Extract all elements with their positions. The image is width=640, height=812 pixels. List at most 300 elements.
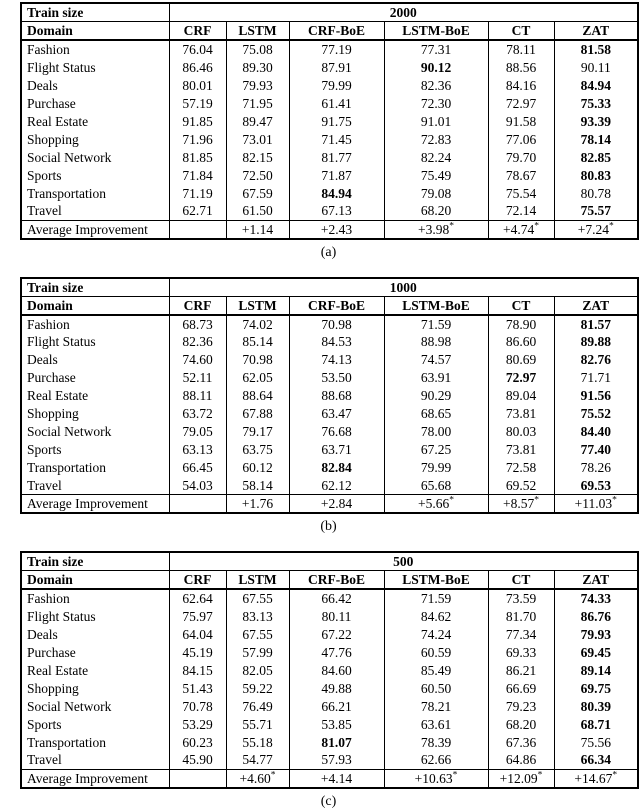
value-cell: 63.61 bbox=[384, 715, 488, 733]
value-cell: 84.94 bbox=[554, 76, 638, 94]
value-cell: 84.15 bbox=[169, 661, 226, 679]
value-cell: 47.76 bbox=[289, 643, 384, 661]
value-cell: 83.13 bbox=[226, 607, 289, 625]
table-row bbox=[21, 184, 638, 202]
avg-value-cell: +4.74* bbox=[488, 220, 554, 239]
value-cell: 79.08 bbox=[384, 184, 488, 202]
results-table-b bbox=[20, 277, 639, 515]
domain-cell: Flight Status bbox=[27, 59, 96, 75]
avg-value-cell: +12.09* bbox=[488, 769, 554, 788]
significance-asterisk: * bbox=[270, 770, 276, 780]
value-cell: 81.77 bbox=[289, 148, 384, 166]
value-cell: 61.50 bbox=[226, 202, 289, 220]
table-caption-b: (b) bbox=[320, 519, 337, 534]
value-cell: 63.72 bbox=[169, 405, 226, 423]
value-cell: 75.57 bbox=[554, 202, 638, 220]
column-header-row bbox=[21, 571, 638, 590]
value-cell: 62.12 bbox=[289, 477, 384, 495]
avg-value-cell: +2.43 bbox=[289, 220, 384, 239]
value-cell: 88.11 bbox=[169, 387, 226, 405]
model-column-header: CRF bbox=[169, 22, 226, 41]
value-cell: 86.21 bbox=[488, 661, 554, 679]
average-improvement-row bbox=[21, 220, 638, 239]
avg-value-cell: +10.63* bbox=[384, 769, 488, 788]
table-row bbox=[21, 751, 638, 769]
domain-cell: Travel bbox=[27, 477, 62, 493]
value-cell: 63.47 bbox=[289, 405, 384, 423]
model-column-header: LSTM bbox=[226, 571, 289, 590]
model-column-header: LSTM-BoE bbox=[384, 571, 488, 590]
value-cell: 53.85 bbox=[289, 715, 384, 733]
table-row bbox=[21, 625, 638, 643]
domain-cell: Fashion bbox=[27, 316, 70, 332]
value-cell: 52.11 bbox=[169, 369, 226, 387]
value-cell: 75.33 bbox=[554, 94, 638, 112]
value-cell: 85.14 bbox=[226, 333, 289, 351]
value-cell: 60.59 bbox=[384, 643, 488, 661]
value-cell: 91.75 bbox=[289, 112, 384, 130]
avg-value-cell bbox=[169, 220, 226, 239]
value-cell: 67.55 bbox=[226, 589, 289, 607]
avg-value-cell: +1.14 bbox=[226, 220, 289, 239]
value-cell: 72.58 bbox=[488, 459, 554, 477]
value-cell: 82.36 bbox=[384, 76, 488, 94]
domain-cell: Transportation bbox=[27, 185, 107, 201]
value-cell: 86.76 bbox=[554, 607, 638, 625]
table-row bbox=[21, 130, 638, 148]
train-size-label: Train size bbox=[21, 552, 169, 571]
value-cell: 74.02 bbox=[226, 315, 289, 333]
avg-value-cell bbox=[169, 769, 226, 788]
value-cell: 85.49 bbox=[384, 661, 488, 679]
value-cell: 69.52 bbox=[488, 477, 554, 495]
domain-cell: Purchase bbox=[27, 370, 76, 385]
value-cell: 55.18 bbox=[226, 733, 289, 751]
value-cell: 70.98 bbox=[289, 315, 384, 333]
value-cell: 73.01 bbox=[226, 130, 289, 148]
value-cell: 76.04 bbox=[169, 40, 226, 58]
value-cell: 77.40 bbox=[554, 441, 638, 459]
value-cell: 71.96 bbox=[169, 130, 226, 148]
value-cell: 91.58 bbox=[488, 112, 554, 130]
table-row bbox=[21, 76, 638, 94]
value-cell: 71.84 bbox=[169, 166, 226, 184]
value-cell: 74.24 bbox=[384, 625, 488, 643]
column-header-row bbox=[21, 296, 638, 315]
model-column-header: CRF-BoE bbox=[289, 296, 384, 315]
value-cell: 80.69 bbox=[488, 351, 554, 369]
table-row bbox=[21, 607, 638, 625]
significance-asterisk: * bbox=[534, 495, 539, 506]
table-row bbox=[21, 315, 638, 333]
value-cell: 54.77 bbox=[226, 751, 289, 769]
average-improvement-row bbox=[21, 495, 638, 514]
value-cell: 81.07 bbox=[289, 733, 384, 751]
value-cell: 77.06 bbox=[488, 130, 554, 148]
results-table-c bbox=[20, 551, 639, 789]
significance-asterisk: * bbox=[449, 221, 454, 231]
value-cell: 53.50 bbox=[289, 369, 384, 387]
average-improvement-row bbox=[21, 769, 638, 788]
value-cell: 88.64 bbox=[226, 387, 289, 405]
significance-asterisk: * bbox=[609, 221, 614, 231]
domain-cell: Transportation bbox=[27, 734, 107, 750]
table-row bbox=[21, 423, 638, 441]
value-cell: 75.56 bbox=[554, 733, 638, 751]
domain-cell: Transportation bbox=[27, 460, 107, 475]
value-cell: 73.81 bbox=[488, 405, 554, 423]
train-size-row bbox=[21, 278, 638, 297]
train-size-value: 1000 bbox=[169, 278, 638, 297]
value-cell: 57.99 bbox=[226, 643, 289, 661]
value-cell: 81.85 bbox=[169, 148, 226, 166]
domain-cell: Deals bbox=[27, 352, 58, 367]
value-cell: 66.45 bbox=[169, 459, 226, 477]
value-cell: 68.65 bbox=[384, 405, 488, 423]
domain-cell: Travel bbox=[27, 752, 62, 768]
avg-value-cell: +3.98* bbox=[384, 220, 488, 239]
domain-cell: Real Estate bbox=[27, 388, 89, 403]
value-cell: 90.29 bbox=[384, 387, 488, 405]
value-cell: 77.19 bbox=[289, 40, 384, 58]
domain-column-header: Domain bbox=[21, 296, 169, 315]
value-cell: 45.19 bbox=[169, 643, 226, 661]
significance-asterisk: * bbox=[452, 770, 458, 780]
value-cell: 75.97 bbox=[169, 607, 226, 625]
value-cell: 84.60 bbox=[289, 661, 384, 679]
value-cell: 66.21 bbox=[289, 697, 384, 715]
domain-cell: Travel bbox=[27, 203, 62, 219]
domain-cell: Sports bbox=[27, 442, 62, 457]
table-row bbox=[21, 112, 638, 130]
value-cell: 60.50 bbox=[384, 679, 488, 697]
avg-value-cell: +1.76 bbox=[226, 495, 289, 514]
value-cell: 80.01 bbox=[169, 76, 226, 94]
value-cell: 84.16 bbox=[488, 76, 554, 94]
domain-cell: Sports bbox=[27, 167, 62, 183]
avg-value-cell: +5.66* bbox=[384, 495, 488, 514]
value-cell: 63.91 bbox=[384, 369, 488, 387]
value-cell: 62.66 bbox=[384, 751, 488, 769]
avg-value-cell: +7.24* bbox=[554, 220, 638, 239]
value-cell: 76.49 bbox=[226, 697, 289, 715]
value-cell: 86.46 bbox=[169, 58, 226, 76]
value-cell: 81.70 bbox=[488, 607, 554, 625]
avg-value-cell: +14.67* bbox=[554, 769, 638, 788]
value-cell: 71.45 bbox=[289, 130, 384, 148]
value-cell: 45.90 bbox=[169, 751, 226, 769]
value-cell: 76.68 bbox=[289, 423, 384, 441]
table-row bbox=[21, 351, 638, 369]
value-cell: 54.03 bbox=[169, 477, 226, 495]
domain-cell: Real Estate bbox=[27, 662, 89, 678]
value-cell: 90.11 bbox=[554, 58, 638, 76]
value-cell: 82.24 bbox=[384, 148, 488, 166]
table-row bbox=[21, 733, 638, 751]
avg-value-cell: +4.14 bbox=[289, 769, 384, 788]
value-cell: 72.14 bbox=[488, 202, 554, 220]
domain-cell: Purchase bbox=[27, 95, 76, 111]
value-cell: 89.47 bbox=[226, 112, 289, 130]
value-cell: 88.56 bbox=[488, 58, 554, 76]
value-cell: 67.22 bbox=[289, 625, 384, 643]
value-cell: 64.86 bbox=[488, 751, 554, 769]
value-cell: 69.45 bbox=[554, 643, 638, 661]
value-cell: 87.91 bbox=[289, 58, 384, 76]
domain-column-header: Domain bbox=[21, 571, 169, 590]
value-cell: 79.99 bbox=[384, 459, 488, 477]
value-cell: 82.05 bbox=[226, 661, 289, 679]
value-cell: 80.83 bbox=[554, 166, 638, 184]
avg-value-cell: +4.60* bbox=[226, 769, 289, 788]
domain-cell: Deals bbox=[27, 77, 58, 93]
domain-cell: Shopping bbox=[27, 131, 79, 147]
value-cell: 72.83 bbox=[384, 130, 488, 148]
train-size-value: 500 bbox=[169, 552, 638, 571]
value-cell: 74.57 bbox=[384, 351, 488, 369]
table-row bbox=[21, 58, 638, 76]
value-cell: 67.13 bbox=[289, 202, 384, 220]
results-table-block-b bbox=[20, 277, 640, 536]
value-cell: 79.05 bbox=[169, 423, 226, 441]
results-table-block-a bbox=[20, 2, 640, 261]
value-cell: 71.59 bbox=[384, 589, 488, 607]
table-row bbox=[21, 40, 638, 58]
value-cell: 70.78 bbox=[169, 697, 226, 715]
value-cell: 57.19 bbox=[169, 94, 226, 112]
value-cell: 72.97 bbox=[488, 369, 554, 387]
value-cell: 61.41 bbox=[289, 94, 384, 112]
model-column-header: ZAT bbox=[554, 296, 638, 315]
table-caption-c: (c) bbox=[320, 793, 337, 809]
value-cell: 73.59 bbox=[488, 589, 554, 607]
significance-asterisk: * bbox=[537, 770, 543, 780]
domain-cell: Deals bbox=[27, 626, 58, 642]
table-row bbox=[21, 94, 638, 112]
value-cell: 70.98 bbox=[226, 351, 289, 369]
value-cell: 77.31 bbox=[384, 40, 488, 58]
table-row bbox=[21, 459, 638, 477]
value-cell: 62.64 bbox=[169, 589, 226, 607]
table-row bbox=[21, 697, 638, 715]
domain-cell: Social Network bbox=[27, 149, 112, 165]
value-cell: 64.04 bbox=[169, 625, 226, 643]
value-cell: 78.90 bbox=[488, 315, 554, 333]
domain-cell: Social Network bbox=[27, 424, 112, 439]
value-cell: 55.71 bbox=[226, 715, 289, 733]
column-header-row bbox=[21, 22, 638, 41]
value-cell: 51.43 bbox=[169, 679, 226, 697]
value-cell: 78.11 bbox=[488, 40, 554, 58]
avg-value-cell: +2.84 bbox=[289, 495, 384, 514]
value-cell: 74.13 bbox=[289, 351, 384, 369]
model-column-header: CRF-BoE bbox=[289, 22, 384, 41]
value-cell: 78.14 bbox=[554, 130, 638, 148]
value-cell: 89.88 bbox=[554, 333, 638, 351]
value-cell: 75.54 bbox=[488, 184, 554, 202]
table-row bbox=[21, 387, 638, 405]
table-row bbox=[21, 715, 638, 733]
value-cell: 63.13 bbox=[169, 441, 226, 459]
value-cell: 88.98 bbox=[384, 333, 488, 351]
domain-cell: Real Estate bbox=[27, 113, 89, 129]
value-cell: 71.95 bbox=[226, 94, 289, 112]
model-column-header: LSTM bbox=[226, 22, 289, 41]
value-cell: 68.71 bbox=[554, 715, 638, 733]
domain-cell: Purchase bbox=[27, 644, 76, 660]
value-cell: 78.00 bbox=[384, 423, 488, 441]
value-cell: 75.49 bbox=[384, 166, 488, 184]
domain-cell: Flight Status bbox=[27, 608, 96, 624]
value-cell: 60.12 bbox=[226, 459, 289, 477]
significance-asterisk: * bbox=[449, 495, 454, 506]
value-cell: 84.62 bbox=[384, 607, 488, 625]
table-row bbox=[21, 405, 638, 423]
table-row bbox=[21, 643, 638, 661]
value-cell: 91.56 bbox=[554, 387, 638, 405]
value-cell: 71.71 bbox=[554, 369, 638, 387]
significance-asterisk: * bbox=[534, 221, 539, 231]
value-cell: 53.29 bbox=[169, 715, 226, 733]
value-cell: 80.11 bbox=[289, 607, 384, 625]
value-cell: 75.08 bbox=[226, 40, 289, 58]
value-cell: 78.26 bbox=[554, 459, 638, 477]
value-cell: 91.01 bbox=[384, 112, 488, 130]
value-cell: 82.85 bbox=[554, 148, 638, 166]
value-cell: 62.05 bbox=[226, 369, 289, 387]
value-cell: 90.12 bbox=[384, 58, 488, 76]
results-table-a bbox=[20, 2, 639, 240]
value-cell: 78.39 bbox=[384, 733, 488, 751]
value-cell: 77.34 bbox=[488, 625, 554, 643]
value-cell: 66.42 bbox=[289, 589, 384, 607]
table-row bbox=[21, 333, 638, 351]
average-improvement-label: Average Improvement bbox=[21, 769, 169, 788]
domain-cell: Shopping bbox=[27, 406, 79, 421]
table-row bbox=[21, 166, 638, 184]
value-cell: 88.68 bbox=[289, 387, 384, 405]
value-cell: 62.71 bbox=[169, 202, 226, 220]
domain-cell: Fashion bbox=[27, 42, 70, 57]
value-cell: 81.58 bbox=[554, 40, 638, 58]
value-cell: 80.03 bbox=[488, 423, 554, 441]
results-table-block-c bbox=[20, 551, 640, 810]
table-row bbox=[21, 441, 638, 459]
value-cell: 69.33 bbox=[488, 643, 554, 661]
table-row bbox=[21, 477, 638, 495]
train-size-label: Train size bbox=[21, 278, 169, 297]
tables-container bbox=[20, 2, 640, 810]
table-row bbox=[21, 589, 638, 607]
value-cell: 72.97 bbox=[488, 94, 554, 112]
value-cell: 67.36 bbox=[488, 733, 554, 751]
model-column-header: CRF bbox=[169, 571, 226, 590]
model-column-header: CRF bbox=[169, 296, 226, 315]
value-cell: 72.50 bbox=[226, 166, 289, 184]
significance-asterisk: * bbox=[612, 770, 618, 780]
train-size-label: Train size bbox=[21, 3, 169, 22]
value-cell: 68.73 bbox=[169, 315, 226, 333]
value-cell: 67.59 bbox=[226, 184, 289, 202]
domain-cell: Fashion bbox=[27, 591, 70, 606]
value-cell: 82.84 bbox=[289, 459, 384, 477]
table-row bbox=[21, 369, 638, 387]
value-cell: 75.52 bbox=[554, 405, 638, 423]
value-cell: 58.14 bbox=[226, 477, 289, 495]
value-cell: 79.93 bbox=[226, 76, 289, 94]
value-cell: 82.15 bbox=[226, 148, 289, 166]
value-cell: 68.20 bbox=[384, 202, 488, 220]
value-cell: 72.30 bbox=[384, 94, 488, 112]
value-cell: 80.78 bbox=[554, 184, 638, 202]
model-column-header: LSTM bbox=[226, 296, 289, 315]
value-cell: 84.40 bbox=[554, 423, 638, 441]
value-cell: 89.14 bbox=[554, 661, 638, 679]
value-cell: 68.20 bbox=[488, 715, 554, 733]
value-cell: 74.33 bbox=[554, 589, 638, 607]
table-row bbox=[21, 679, 638, 697]
domain-column-header: Domain bbox=[21, 22, 169, 41]
value-cell: 79.23 bbox=[488, 697, 554, 715]
value-cell: 69.75 bbox=[554, 679, 638, 697]
value-cell: 71.59 bbox=[384, 315, 488, 333]
value-cell: 59.22 bbox=[226, 679, 289, 697]
model-column-header: CRF-BoE bbox=[289, 571, 384, 590]
value-cell: 80.39 bbox=[554, 697, 638, 715]
value-cell: 78.21 bbox=[384, 697, 488, 715]
avg-value-cell bbox=[169, 495, 226, 514]
value-cell: 84.94 bbox=[289, 184, 384, 202]
value-cell: 67.25 bbox=[384, 441, 488, 459]
value-cell: 63.71 bbox=[289, 441, 384, 459]
average-improvement-label: Average Improvement bbox=[21, 220, 169, 239]
value-cell: 86.60 bbox=[488, 333, 554, 351]
value-cell: 60.23 bbox=[169, 733, 226, 751]
value-cell: 49.88 bbox=[289, 679, 384, 697]
value-cell: 89.30 bbox=[226, 58, 289, 76]
domain-cell: Shopping bbox=[27, 680, 79, 696]
value-cell: 67.88 bbox=[226, 405, 289, 423]
model-column-header: LSTM-BoE bbox=[384, 296, 488, 315]
value-cell: 71.19 bbox=[169, 184, 226, 202]
significance-asterisk: * bbox=[612, 495, 617, 506]
avg-value-cell: +11.03* bbox=[554, 495, 638, 514]
table-row bbox=[21, 202, 638, 220]
value-cell: 93.39 bbox=[554, 112, 638, 130]
value-cell: 69.53 bbox=[554, 477, 638, 495]
train-size-row bbox=[21, 3, 638, 22]
value-cell: 74.60 bbox=[169, 351, 226, 369]
table-caption-a: (a) bbox=[320, 244, 337, 260]
table-row bbox=[21, 148, 638, 166]
value-cell: 91.85 bbox=[169, 112, 226, 130]
value-cell: 67.55 bbox=[226, 625, 289, 643]
value-cell: 79.93 bbox=[554, 625, 638, 643]
value-cell: 66.69 bbox=[488, 679, 554, 697]
value-cell: 82.76 bbox=[554, 351, 638, 369]
value-cell: 84.53 bbox=[289, 333, 384, 351]
value-cell: 63.75 bbox=[226, 441, 289, 459]
domain-cell: Social Network bbox=[27, 698, 112, 714]
value-cell: 89.04 bbox=[488, 387, 554, 405]
value-cell: 81.57 bbox=[554, 315, 638, 333]
model-column-header: ZAT bbox=[554, 22, 638, 41]
value-cell: 79.70 bbox=[488, 148, 554, 166]
model-column-header: ZAT bbox=[554, 571, 638, 590]
value-cell: 73.81 bbox=[488, 441, 554, 459]
avg-value-cell: +8.57* bbox=[488, 495, 554, 514]
model-column-header: CT bbox=[488, 571, 554, 590]
